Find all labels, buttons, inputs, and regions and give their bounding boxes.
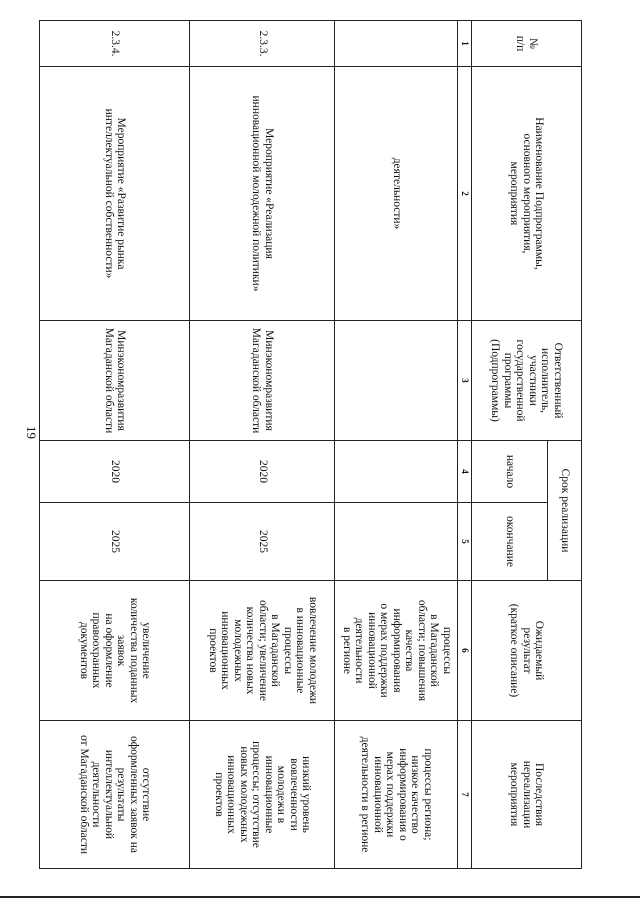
header-consequences: Последствия нереализации мероприятия [472, 721, 582, 869]
measure-name: Мероприятие «Развитие рынка интеллектуальной собственности» [40, 67, 190, 321]
row-number: 2.3.4. [40, 21, 190, 67]
header-start: начало [472, 441, 548, 503]
header-expected-result: Ожидаемый результат (краткое описание) [472, 581, 582, 721]
end-year: 2025 [190, 503, 335, 581]
header-period: Срок реализации [548, 441, 582, 581]
expected-result: процессы в Магаданской области; повышения качества информирования о мерах поддержки инновационной деятельности в регионе [335, 581, 458, 721]
end-year: 2025 [40, 503, 190, 581]
column-index-row [458, 21, 472, 869]
end-year [335, 503, 458, 581]
table-row [335, 21, 458, 869]
row-number: 2.3.3. [190, 21, 335, 67]
executor: Минэкономразвития Магаданской области [190, 321, 335, 441]
header-end: окончание [472, 503, 548, 581]
column-index: 4 [458, 441, 472, 503]
header-executor: Ответственный исполнитель, участники государственной программы (Подпрограммы) [472, 321, 582, 441]
expected-result: вовлечение молодежи в инновационные процессы в Магаданской области; увеличение количества новых молодежных инновационных проектов [190, 581, 335, 721]
start-year: 2020 [40, 441, 190, 503]
row-number [335, 21, 458, 67]
footer-rule [0, 896, 640, 898]
table-row [190, 21, 335, 869]
consequences: отсутствие оформленных заявок на результаты интеллектуальной деятельности от Магаданской области [40, 721, 190, 869]
start-year [335, 441, 458, 503]
measure-name: Мероприятие «Реализация инновационной молодежной политики» [190, 67, 335, 321]
column-index: 3 [458, 321, 472, 441]
program-measures-table [40, 20, 583, 869]
consequences: низкий уровень вовлеченности молодежи в инновационные процессы; отсутствие новых молодежных инновационных проектов [190, 721, 335, 869]
column-index: 6 [458, 581, 472, 721]
column-index: 1 [458, 21, 472, 67]
measure-name: деятельности» [335, 67, 458, 321]
start-year: 2020 [190, 441, 335, 503]
table-row [40, 21, 190, 869]
executor: Минэкономразвития Магаданской области [40, 321, 190, 441]
rotated-table-wrapper [42, 20, 582, 868]
header-num: № п/п [472, 21, 582, 67]
expected-result: увеличение количества поданных заявок на оформление правоохранных документов [40, 581, 190, 721]
header-name: Наименование Подпрограммы, основного мероприятия, мероприятия [472, 67, 582, 321]
column-index: 5 [458, 503, 472, 581]
column-index: 2 [458, 67, 472, 321]
page-number: 19 [24, 426, 39, 439]
header-row-1 [548, 21, 582, 869]
executor [335, 321, 458, 441]
column-index: 7 [458, 721, 472, 869]
consequences: процессы региона; низкое качество информирования о мерах поддержки инновационной деятельности в регионе [335, 721, 458, 869]
